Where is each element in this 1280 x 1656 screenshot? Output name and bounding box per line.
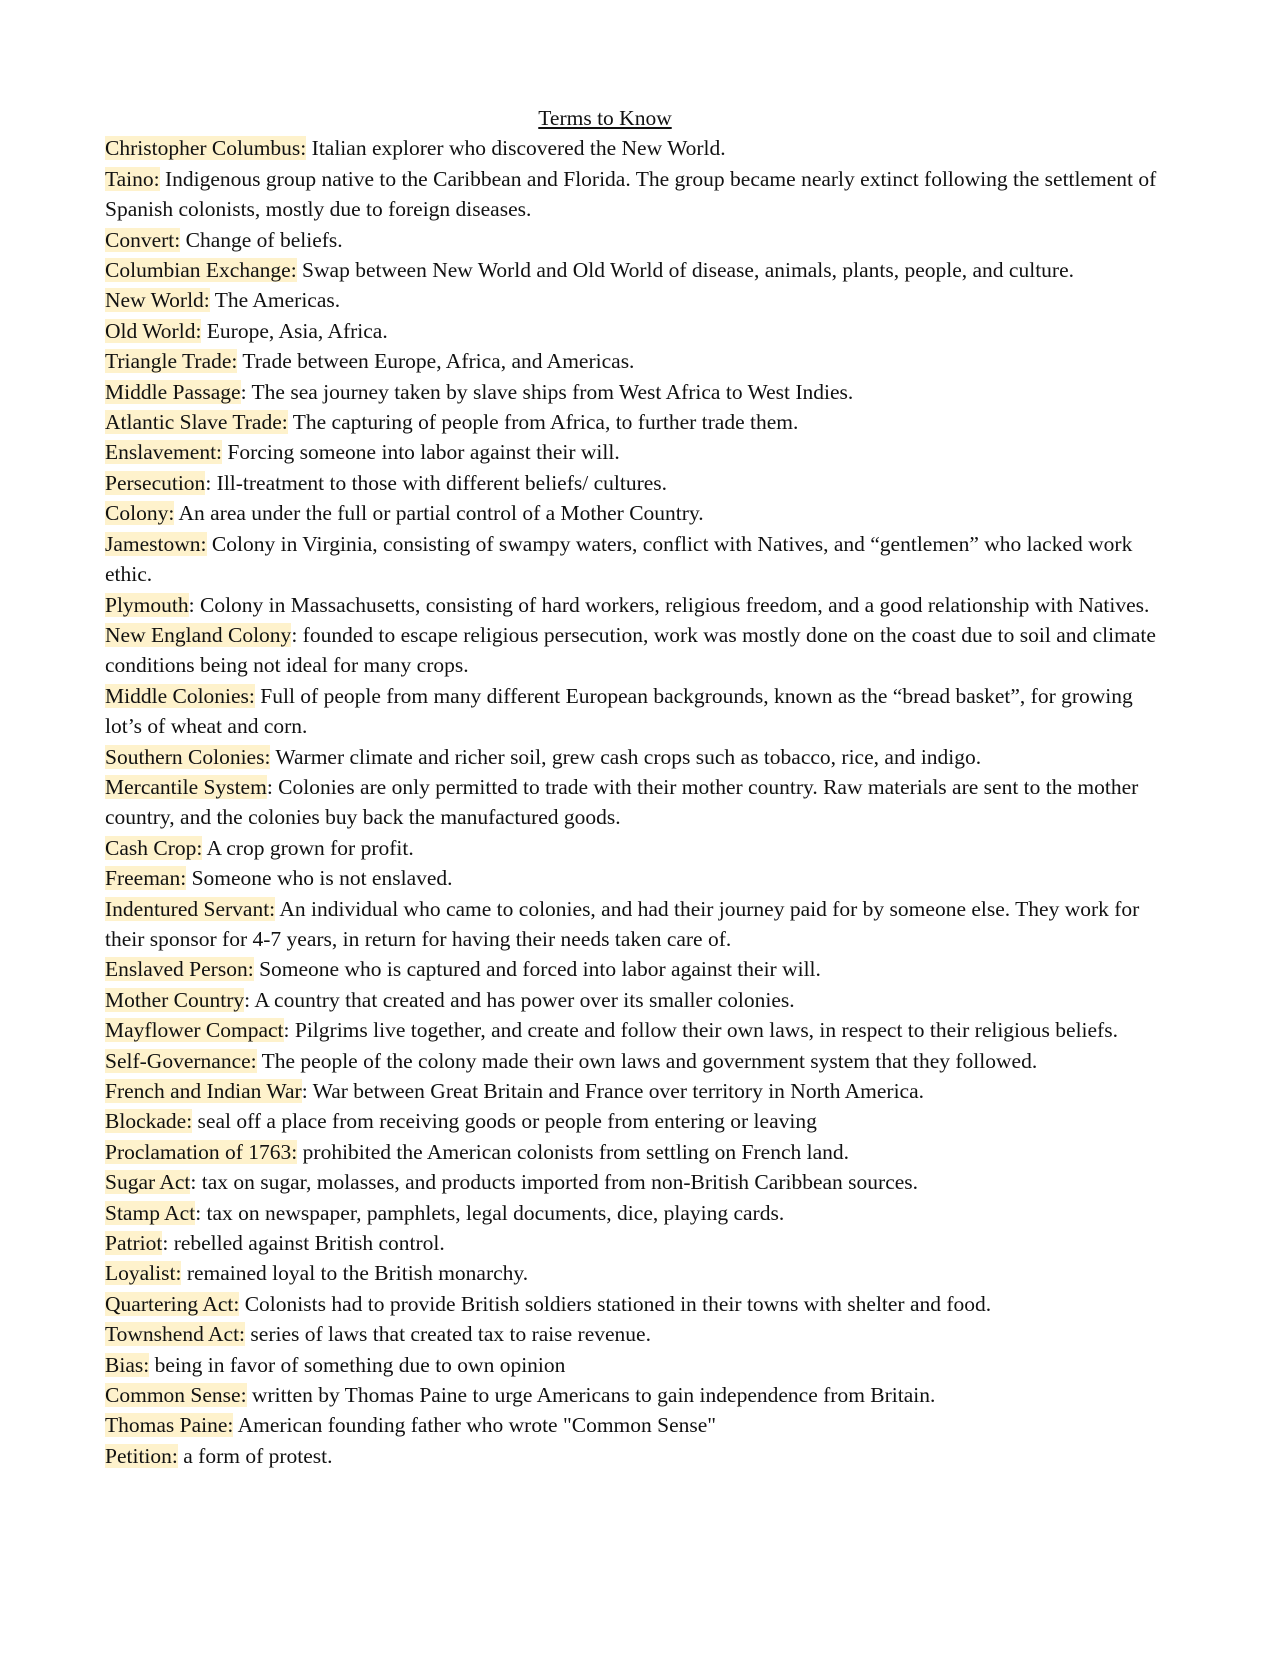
term-name: Columbian Exchange: xyxy=(105,258,297,283)
term-definition: Someone who is not enslaved. xyxy=(186,866,453,891)
term-name: Common Sense: xyxy=(105,1383,247,1408)
term-name: Townshend Act: xyxy=(105,1322,246,1347)
term-name: Petition: xyxy=(105,1443,178,1468)
term-definition: Change of beliefs. xyxy=(180,227,343,252)
term-name: Thomas Paine: xyxy=(105,1413,234,1438)
term-name: Mercantile System xyxy=(105,774,267,799)
term-entry xyxy=(105,529,1175,590)
term-definition: Colony in Virginia, consisting of swampy waters, conflict with Natives, and “gentlemen” who lacked work ethic. xyxy=(105,531,1133,587)
term-name: French and Indian War xyxy=(105,1079,302,1103)
term-definition: Italian explorer who discovered the New World. xyxy=(306,136,726,161)
term-definition: written by Thomas Paine to urge Americans to gain independence from Britain. xyxy=(246,1383,936,1408)
term-entry xyxy=(105,742,1175,772)
term-entry xyxy=(105,133,1175,163)
term-entry xyxy=(105,285,1175,315)
term-definition: : rebelled against British control. xyxy=(162,1231,445,1256)
document-title: Terms to Know xyxy=(538,106,672,130)
term-entry xyxy=(105,1319,1175,1349)
term-definition: : tax on sugar, molasses, and products imported from non-British Caribbean sources. xyxy=(190,1170,919,1195)
term-entry xyxy=(105,1076,1175,1106)
term-entry xyxy=(105,377,1175,407)
term-entry xyxy=(105,681,1175,742)
term-entry xyxy=(105,468,1175,498)
term-definition: : Ill-treatment to those with different beliefs/ cultures. xyxy=(205,470,668,495)
term-entry xyxy=(105,498,1175,528)
term-definition: remained loyal to the British monarchy. xyxy=(181,1261,529,1286)
term-name: Indentured Servant: xyxy=(105,896,276,921)
term-name: Sugar Act xyxy=(105,1170,191,1195)
term-name: Mayflower Compact xyxy=(105,1018,284,1043)
term-definition: : Colony in Massachusetts, consisting of hard workers, religious freedom, and a good relationship with Natives. xyxy=(188,592,1150,617)
term-name: Triangle Trade: xyxy=(105,349,238,374)
term-name: Atlantic Slave Trade: xyxy=(105,410,288,435)
term-definition: Colonists had to provide British soldiers stationed in their towns with shelter and food. xyxy=(239,1291,992,1316)
term-name: Plymouth xyxy=(105,592,189,617)
term-entry xyxy=(105,1441,1175,1471)
term-entry xyxy=(105,985,1175,1015)
term-entry xyxy=(105,863,1175,893)
term-definition: Warmer climate and richer soil, grew cash crops such as tobacco, rice, and indigo. xyxy=(270,744,982,769)
term-entry xyxy=(105,1046,1175,1076)
term-entry xyxy=(105,1198,1175,1228)
term-name: New England Colony xyxy=(105,622,292,647)
term-name: Convert: xyxy=(105,227,181,252)
term-entry xyxy=(105,620,1175,681)
term-definition: An area under the full or partial control of a Mother Country. xyxy=(174,501,704,526)
term-entry xyxy=(105,316,1175,346)
term-name: Quartering Act: xyxy=(105,1291,240,1316)
term-name: Middle Passage xyxy=(105,379,241,404)
term-entry xyxy=(105,346,1175,376)
term-definition: : tax on newspaper, pamphlets, legal documents, dice, playing cards. xyxy=(195,1200,785,1225)
term-entry xyxy=(105,894,1175,955)
term-definition: The people of the colony made their own laws and government system that they followed. xyxy=(256,1048,1038,1073)
term-definition: A crop grown for profit. xyxy=(202,835,414,860)
term-name: Persecution xyxy=(105,470,206,495)
term-definition: : A country that created and has power over its smaller colonies. xyxy=(244,987,795,1012)
term-entry xyxy=(105,1289,1175,1319)
term-name: Blockade: xyxy=(105,1109,193,1134)
term-definition: An individual who came to colonies, and had their journey paid for by someone else. They work for their sponsor for 4-7 years, in return for having their needs taken care of. xyxy=(105,896,1140,951)
term-entry xyxy=(105,1167,1175,1197)
term-name: Loyalist: xyxy=(105,1261,182,1286)
term-definition: Swap between New World and Old World of disease, animals, plants, people, and culture. xyxy=(296,258,1074,283)
term-name: Stamp Act xyxy=(105,1200,196,1225)
term-definition: Trade between Europe, Africa, and Americas. xyxy=(237,349,635,374)
term-name: Freeman: xyxy=(105,866,187,891)
terms-list xyxy=(105,133,1175,1471)
term-name: Middle Colonies: xyxy=(105,683,255,708)
term-entry xyxy=(105,407,1175,437)
term-name: Cash Crop: xyxy=(105,835,203,860)
term-entry xyxy=(105,1106,1175,1136)
term-definition: prohibited the American colonists from settling on French land. xyxy=(297,1139,850,1164)
term-entry xyxy=(105,1410,1175,1440)
term-definition: seal off a place from receiving goods or people from entering or leaving xyxy=(192,1109,817,1134)
term-name: Patriot xyxy=(105,1231,163,1256)
term-definition: : founded to escape religious persecution, work was mostly done on the coast due to soil and climate conditions being not ideal for many crops. xyxy=(105,622,1156,678)
term-definition: a form of protest. xyxy=(177,1443,333,1468)
term-name: Enslaved Person: xyxy=(105,957,254,982)
term-definition: : Colonies are only permitted to trade with their mother country. Raw materials are sent to the mother country, and the colonies buy back the manufactured goods. xyxy=(105,774,1139,830)
term-definition: Indigenous group native to the Caribbean and Florida. The group became nearly extinct following the settlement of Spanish colonists, mostly due to foreign diseases. xyxy=(105,166,1157,222)
term-entry xyxy=(105,225,1175,255)
term-definition: American founding father who wrote "Common Sense" xyxy=(233,1413,717,1438)
term-definition: series of laws that created tax to raise revenue. xyxy=(245,1322,651,1347)
term-name: Old World: xyxy=(105,318,202,343)
term-entry xyxy=(105,255,1175,285)
term-name: Self-Governance: xyxy=(105,1048,257,1073)
term-definition: The capturing of people from Africa, to further trade them. xyxy=(287,410,799,435)
term-definition: : Pilgrims live together, and create and follow their own laws, in respect to their religious beliefs. xyxy=(283,1018,1118,1043)
term-entry xyxy=(105,772,1175,833)
term-entry xyxy=(105,954,1175,984)
term-entry xyxy=(105,437,1175,467)
term-definition: Europe, Asia, Africa. xyxy=(201,318,388,343)
term-entry xyxy=(105,1258,1175,1288)
term-name: Proclamation of 1763: xyxy=(105,1139,298,1164)
term-name: Bias: xyxy=(105,1352,150,1377)
term-definition: : War between Great Britain and France over territory in North America. xyxy=(301,1079,925,1103)
term-definition: Full of people from many different European backgrounds, known as the “bread basket”, for growing lot’s of wheat and corn. xyxy=(105,683,1133,739)
term-entry xyxy=(105,1350,1175,1380)
term-name: Taino: xyxy=(105,166,160,191)
term-name: Colony: xyxy=(105,501,175,526)
term-name: Enslavement: xyxy=(105,440,223,465)
term-definition: The Americas. xyxy=(209,288,341,313)
term-entry xyxy=(105,1228,1175,1258)
term-name: Christopher Columbus: xyxy=(105,136,307,161)
term-definition: Forcing someone into labor against their will. xyxy=(222,440,620,465)
term-entry xyxy=(105,833,1175,863)
term-entry xyxy=(105,590,1175,620)
term-definition: : The sea journey taken by slave ships from West Africa to West Indies. xyxy=(240,379,854,404)
term-name: Jamestown: xyxy=(105,531,207,556)
term-definition: Someone who is captured and forced into labor against their will. xyxy=(253,957,821,982)
document-page xyxy=(105,103,1175,1471)
term-name: Southern Colonies: xyxy=(105,744,271,769)
term-name: New World: xyxy=(105,288,210,313)
term-definition: being in favor of something due to own opinion xyxy=(149,1352,566,1377)
term-entry xyxy=(105,1380,1175,1410)
term-entry xyxy=(105,1015,1175,1045)
term-entry xyxy=(105,1137,1175,1167)
term-entry xyxy=(105,164,1175,225)
term-name: Mother Country xyxy=(105,987,245,1012)
